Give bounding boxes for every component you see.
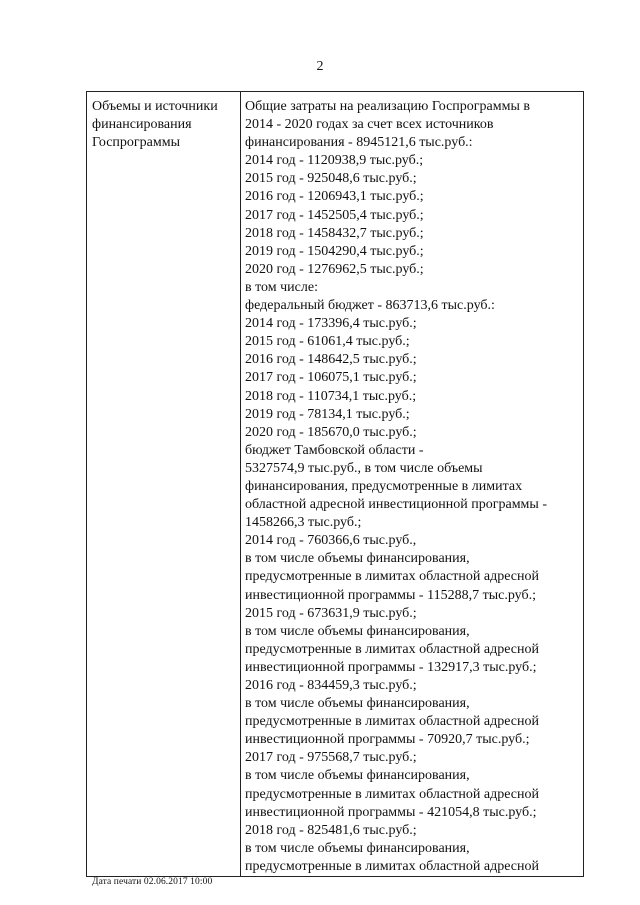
content-line: в том числе: (245, 279, 318, 295)
content-line: предусмотренные в лимитах областной адресной (245, 641, 539, 657)
content-line: финансирования, предусмотренные в лимитах (245, 478, 523, 494)
content-line: Общие затраты на реализацию Госпрограммы в (245, 99, 530, 114)
content-line: предусмотренные в лимитах областной адресной (245, 786, 539, 802)
content-line: предусмотренные в лимитах областной адресной (245, 569, 539, 585)
content-line: инвестиционной программы - 421054,8 тыс.руб.; (245, 804, 537, 820)
content-line: в том числе объемы финансирования, (245, 768, 470, 784)
content-line: инвестиционной программы - 132917,3 тыс.руб.; (245, 659, 537, 675)
table-row (87, 92, 584, 877)
content-line: 2018 год - 825481,6 тыс.руб.; (245, 822, 417, 838)
content-line: 5327574,9 тыс.руб., в том числе объемы (245, 460, 483, 476)
content-line: 1458266,3 тыс.руб.; (245, 515, 362, 531)
content-line: бюджет Тамбовской области - (245, 442, 424, 458)
content-line: федеральный бюджет - 863713,6 тыс.руб.: (245, 298, 495, 314)
content-line: 2016 год - 148642,5 тыс.руб.; (245, 352, 417, 368)
content-line: 2019 год - 78134,1 тыс.руб.; (245, 406, 410, 422)
content-line: финансирования - 8945121,6 тыс.руб.: (245, 135, 473, 151)
label-line: финансирования (92, 117, 192, 133)
page-number: 2 (316, 59, 324, 74)
content-line: 2014 год - 173396,4 тыс.руб.; (245, 316, 417, 332)
content-line: предусмотренные в лимитах областной адресной (245, 714, 539, 730)
content-line: 2014 год - 760366,6 тыс.руб., (245, 533, 417, 549)
content-line: 2020 год - 1276962,5 тыс.руб.; (245, 261, 424, 277)
content-line: 2019 год - 1504290,4 тыс.руб.; (245, 243, 424, 259)
content-line: инвестиционной программы - 70920,7 тыс.руб.; (245, 732, 530, 748)
content-line: предусмотренные в лимитах областной адресной (245, 858, 539, 874)
row-content (241, 92, 583, 876)
content-line: в том числе объемы финансирования, (245, 696, 470, 712)
content-line: 2018 год - 110734,1 тыс.руб.; (245, 388, 417, 404)
content-line: 2017 год - 1452505,4 тыс.руб.; (245, 207, 424, 223)
content-line: 2016 год - 1206943,1 тыс.руб.; (245, 189, 424, 205)
print-date: Дата печати 02.06.2017 10:00 (92, 877, 213, 887)
content-line: в том числе объемы финансирования, (245, 551, 470, 567)
row-content-cell (241, 92, 584, 877)
row-label (87, 92, 240, 152)
content-line: 2014 - 2020 годах за счет всех источников (245, 117, 494, 133)
label-line: Госпрограммы (92, 135, 180, 151)
content-line: 2020 год - 185670,0 тыс.руб.; (245, 424, 417, 440)
content-line: в том числе объемы финансирования, (245, 623, 470, 639)
content-line: областной адресной инвестиционной программы - (245, 497, 547, 513)
content-line: 2017 год - 975568,7 тыс.руб.; (245, 750, 417, 766)
financing-table (86, 91, 584, 877)
content-line: в том числе объемы финансирования, (245, 840, 470, 856)
content-line: 2015 год - 925048,6 тыс.руб.; (245, 171, 417, 187)
content-line: инвестиционной программы - 115288,7 тыс.руб.; (245, 587, 536, 603)
content-line: 2016 год - 834459,3 тыс.руб.; (245, 678, 417, 693)
content-line: 2015 год - 61061,4 тыс.руб.; (245, 334, 410, 350)
content-line: 2017 год - 106075,1 тыс.руб.; (245, 370, 417, 386)
label-line: Объемы и источники (92, 99, 218, 114)
content-line: 2018 год - 1458432,7 тыс.руб.; (245, 225, 424, 241)
content-line: 2014 год - 1120938,9 тыс.руб.; (245, 153, 424, 169)
row-label-cell (87, 92, 241, 877)
content-line: 2015 год - 673631,9 тыс.руб.; (245, 605, 417, 621)
